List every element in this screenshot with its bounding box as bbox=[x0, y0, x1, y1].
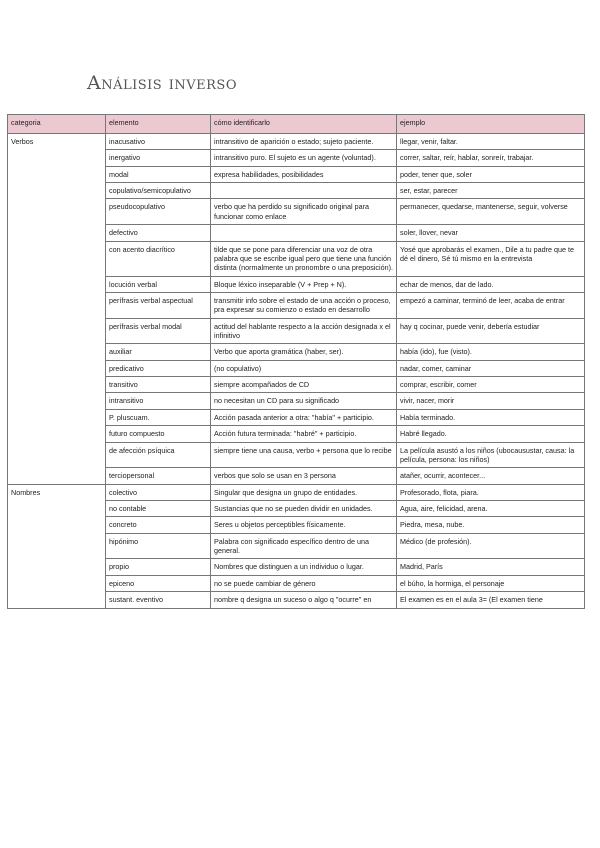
cell-identify: intransitivo puro. El sujeto es un agente (voluntad). bbox=[211, 150, 397, 166]
cell-category: Verbos bbox=[8, 134, 106, 485]
cell-identify: Bloque léxico inseparable (V + Prep + N). bbox=[211, 276, 397, 292]
cell-element: con acento diacrítico bbox=[106, 241, 211, 276]
cell-identify: (no copulativo) bbox=[211, 360, 397, 376]
cell-element: defectivo bbox=[106, 225, 211, 241]
cell-element: no contable bbox=[106, 500, 211, 516]
cell-element: P. pluscuam. bbox=[106, 409, 211, 425]
cell-example: echar de menos, dar de lado. bbox=[397, 276, 585, 292]
cell-example: Profesorado, flota, piara. bbox=[397, 484, 585, 500]
cell-example: llegar, venir, faltar. bbox=[397, 134, 585, 150]
cell-identify: siempre acompañados de CD bbox=[211, 377, 397, 393]
cell-element: inergativo bbox=[106, 150, 211, 166]
cell-element: intransitivo bbox=[106, 393, 211, 409]
cell-element: perífrasis verbal aspectual bbox=[106, 292, 211, 318]
cell-identify: Nombres que distinguen a un individuo o lugar. bbox=[211, 559, 397, 575]
cell-identify: intransitivo de aparición o estado; sujeto paciente. bbox=[211, 134, 397, 150]
cell-identify: siempre tiene una causa, verbo + persona que lo recibe bbox=[211, 442, 397, 468]
cell-element: colectivo bbox=[106, 484, 211, 500]
header-category: categoria bbox=[8, 115, 106, 134]
cell-identify: verbos que solo se usan en 3 persona bbox=[211, 468, 397, 484]
cell-identify: Palabra con significado específico dentro de una general. bbox=[211, 533, 397, 559]
analysis-table bbox=[7, 114, 585, 609]
cell-example: ser, estar, parecer bbox=[397, 183, 585, 199]
cell-example: La película asustó a los niños (ubocausustar, causa: la película, persona: los niños) bbox=[397, 442, 585, 468]
cell-identify: expresa habilidades, posibilidades bbox=[211, 166, 397, 182]
cell-example: Yosé que aprobarás el examen., Dile a tu padre que te dé el dinero, Sé tú mismo en la entrevista bbox=[397, 241, 585, 276]
cell-element: de afección psíquica bbox=[106, 442, 211, 468]
cell-identify: Acción futura terminada: "habré" + participio. bbox=[211, 426, 397, 442]
page-title: Análisis inverso bbox=[87, 72, 237, 94]
cell-example: Madrid, París bbox=[397, 559, 585, 575]
cell-example: Médico (de profesión). bbox=[397, 533, 585, 559]
cell-element: pseudocopulativo bbox=[106, 199, 211, 225]
cell-category: Nombres bbox=[8, 484, 106, 608]
cell-element: inacusativo bbox=[106, 134, 211, 150]
cell-example: hay q cocinar, puede venir, debería estudiar bbox=[397, 318, 585, 344]
cell-element: locución verbal bbox=[106, 276, 211, 292]
cell-example: nadar, comer, caminar bbox=[397, 360, 585, 376]
cell-example: atañer, ocurrir, acontecer... bbox=[397, 468, 585, 484]
table-header-row bbox=[8, 115, 585, 134]
cell-identify: Seres u objetos perceptibles físicamente. bbox=[211, 517, 397, 533]
header-identify: cómo identificarlo bbox=[211, 115, 397, 134]
cell-identify bbox=[211, 225, 397, 241]
cell-element: propio bbox=[106, 559, 211, 575]
cell-identify: tilde que se pone para diferenciar una voz de otra palabra que se escribe igual pero que tiene una función distinta (normalmente un pronombre o una preposición). bbox=[211, 241, 397, 276]
cell-element: terciopersonal bbox=[106, 468, 211, 484]
cell-example: vivir, nacer, morir bbox=[397, 393, 585, 409]
cell-identify: Sustancias que no se pueden dividir en unidades. bbox=[211, 500, 397, 516]
header-element: elemento bbox=[106, 115, 211, 134]
cell-identify: Acción pasada anterior a otra: "había" + participio. bbox=[211, 409, 397, 425]
cell-element: futuro compuesto bbox=[106, 426, 211, 442]
cell-identify: Singular que designa un grupo de entidades. bbox=[211, 484, 397, 500]
cell-element: auxiliar bbox=[106, 344, 211, 360]
cell-element: hipónimo bbox=[106, 533, 211, 559]
cell-identify: Verbo que aporta gramática (haber, ser). bbox=[211, 344, 397, 360]
cell-identify: verbo que ha perdido su significado original para funcionar como enlace bbox=[211, 199, 397, 225]
cell-element: sustant. eventivo bbox=[106, 592, 211, 608]
cell-example: El examen es en el aula 3= (El examen tiene bbox=[397, 592, 585, 608]
cell-element: perífrasis verbal modal bbox=[106, 318, 211, 344]
cell-element: modal bbox=[106, 166, 211, 182]
header-example: ejemplo bbox=[397, 115, 585, 134]
cell-element: transitivo bbox=[106, 377, 211, 393]
cell-example: soler, llover, nevar bbox=[397, 225, 585, 241]
cell-identify: transmitir info sobre el estado de una acción o proceso, pra expresar su comienzo o estado en desarrollo bbox=[211, 292, 397, 318]
cell-element: concreto bbox=[106, 517, 211, 533]
cell-identify: nombre q designa un suceso o algo q "ocurre" en bbox=[211, 592, 397, 608]
cell-element: epiceno bbox=[106, 575, 211, 591]
cell-example: poder, tener que, soler bbox=[397, 166, 585, 182]
cell-example: Había terminado. bbox=[397, 409, 585, 425]
cell-example: comprar, escribir, comer bbox=[397, 377, 585, 393]
table-row bbox=[8, 484, 585, 500]
cell-example: Agua, aire, felicidad, arena. bbox=[397, 500, 585, 516]
cell-example: había (ido), fue (visto). bbox=[397, 344, 585, 360]
cell-element: predicativo bbox=[106, 360, 211, 376]
cell-element: copulativo/semicopulativo bbox=[106, 183, 211, 199]
cell-example: empezó a caminar, terminó de leer, acaba de entrar bbox=[397, 292, 585, 318]
cell-example: Habré llegado. bbox=[397, 426, 585, 442]
cell-example: permanecer, quedarse, mantenerse, seguir, volverse bbox=[397, 199, 585, 225]
cell-identify: actitud del hablante respecto a la acción designada x el infinitivo bbox=[211, 318, 397, 344]
cell-example: correr, saltar, reír, hablar, sonreír, trabajar. bbox=[397, 150, 585, 166]
cell-identify bbox=[211, 183, 397, 199]
cell-example: el búho, la hormiga, el personaje bbox=[397, 575, 585, 591]
table-row bbox=[8, 134, 585, 150]
table-body bbox=[8, 134, 585, 609]
cell-identify: no necesitan un CD para su significado bbox=[211, 393, 397, 409]
cell-identify: no se puede cambiar de género bbox=[211, 575, 397, 591]
cell-example: Piedra, mesa, nube. bbox=[397, 517, 585, 533]
